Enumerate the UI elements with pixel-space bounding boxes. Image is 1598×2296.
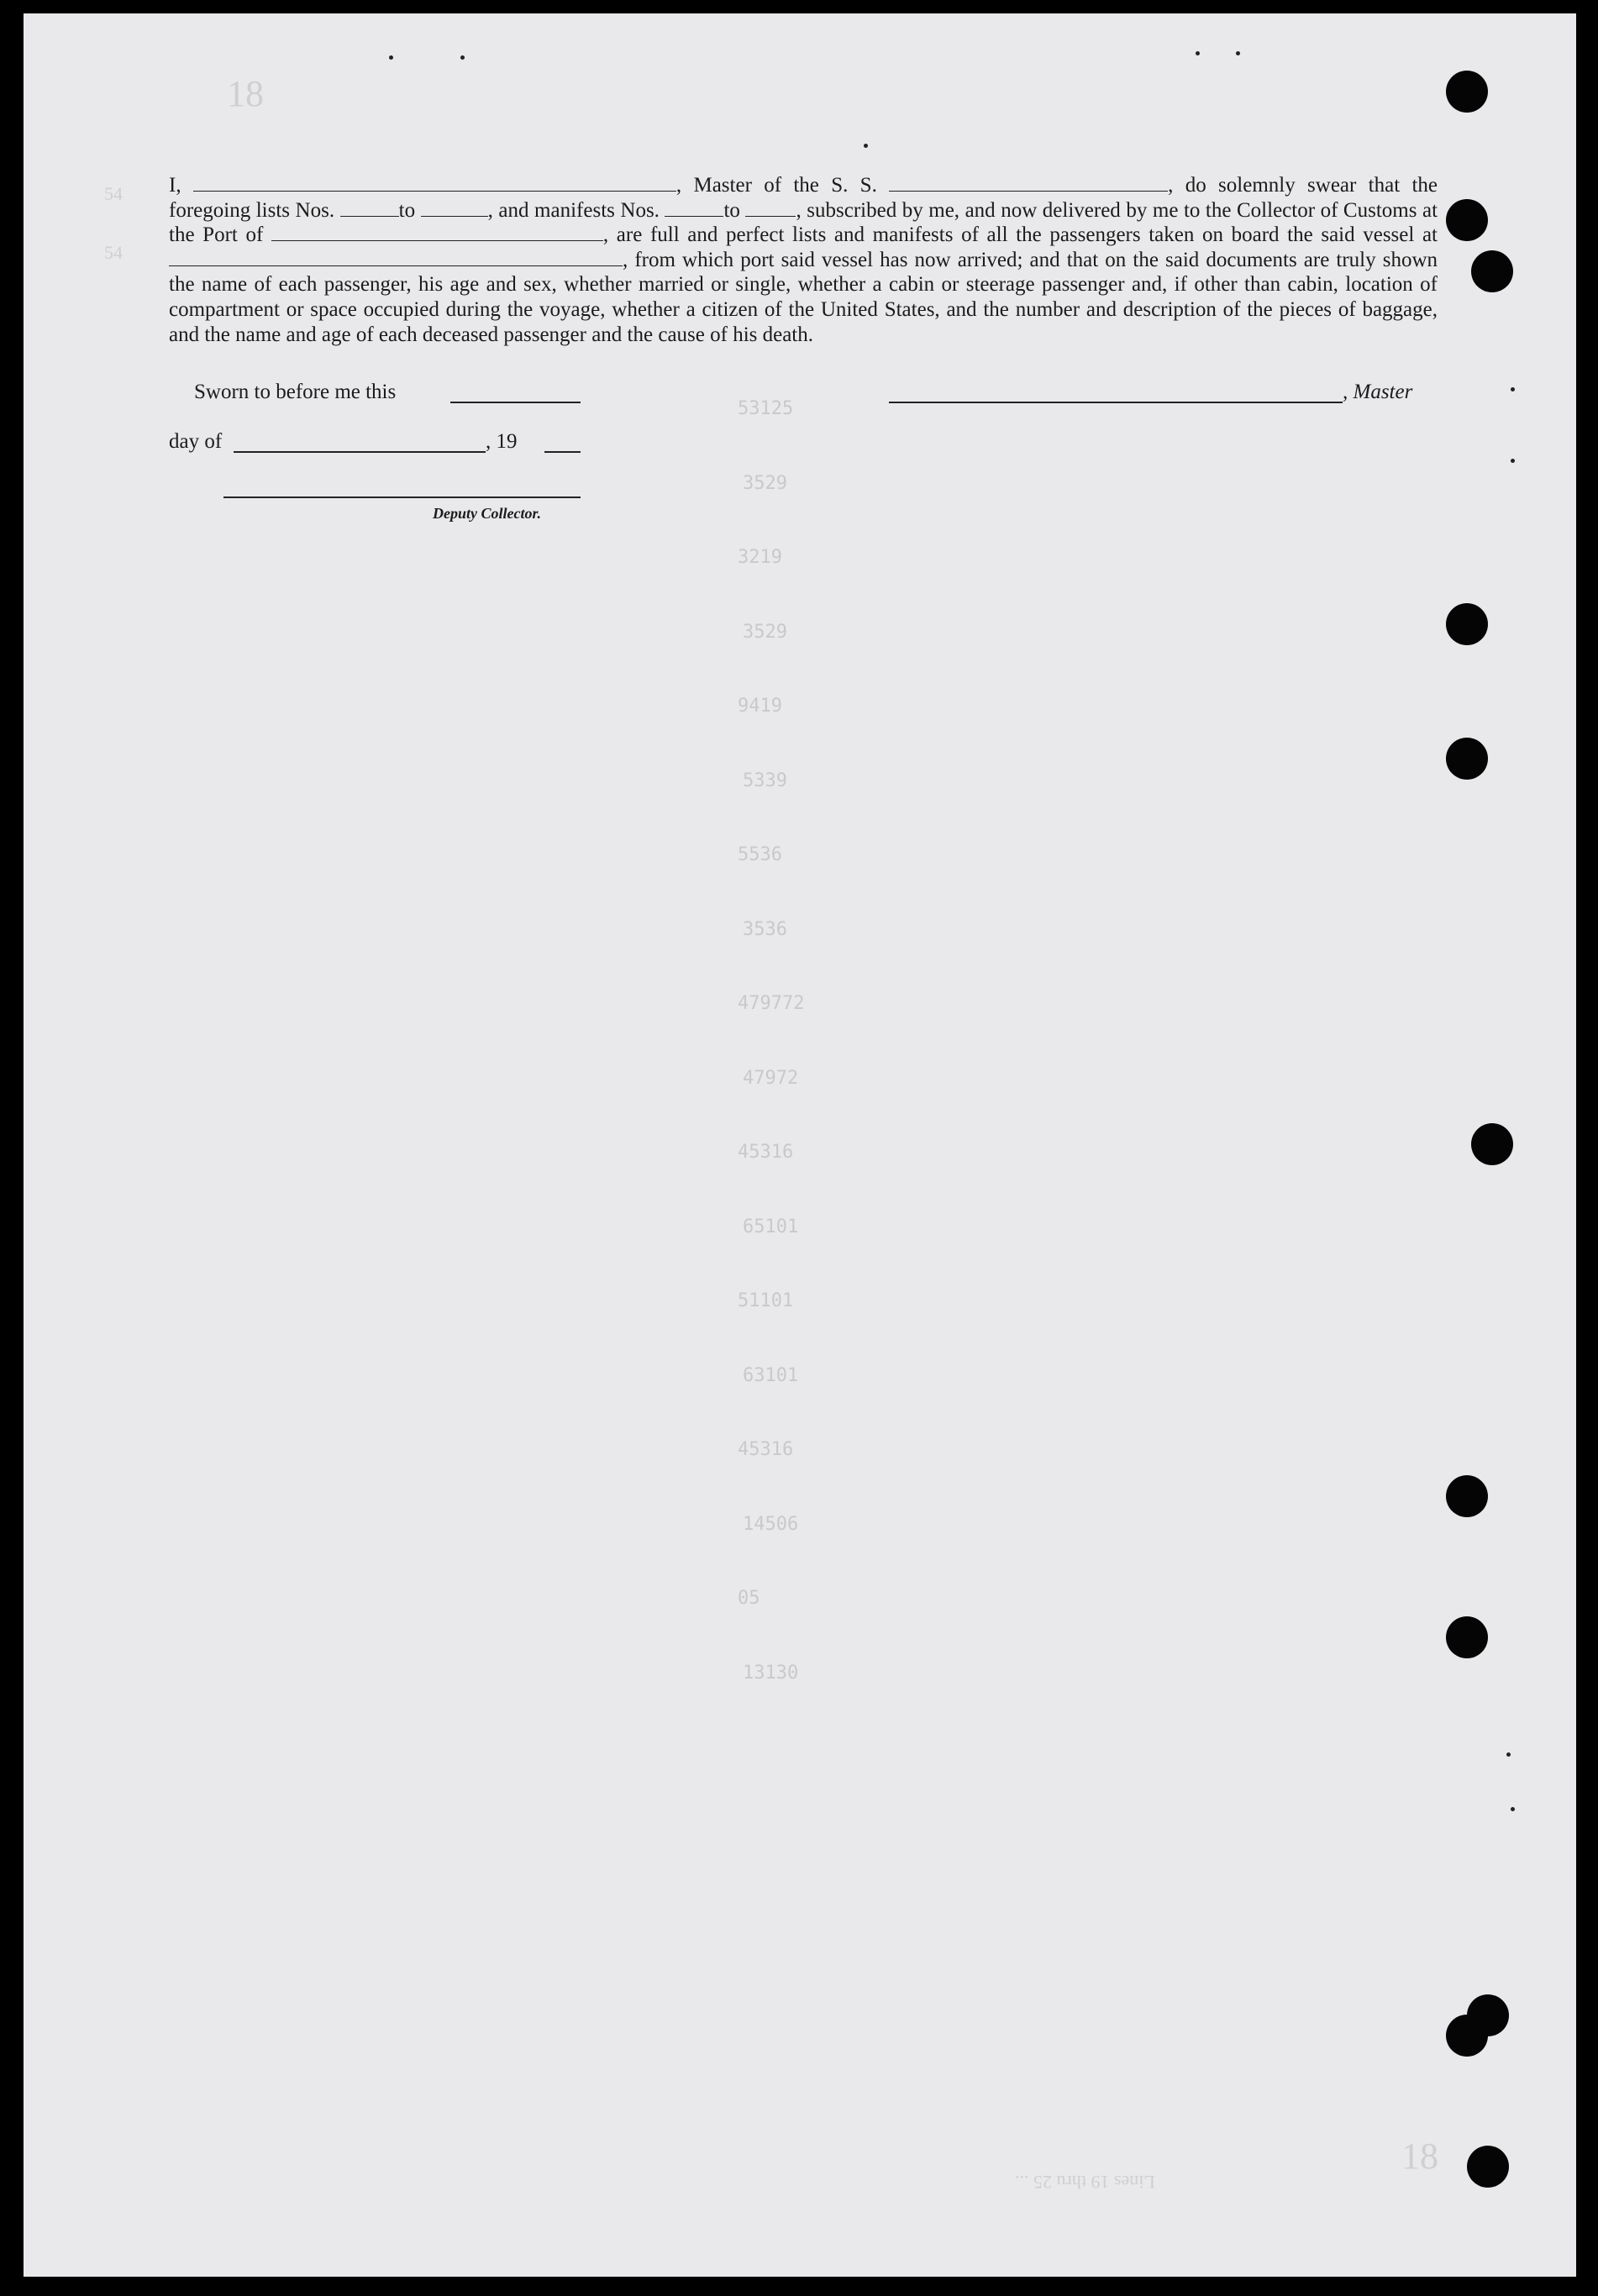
show-through-number: 3529 xyxy=(743,472,787,494)
ship-name-field[interactable] xyxy=(889,174,1168,192)
show-through-number: 45316 xyxy=(738,1439,794,1460)
oath-text-4: to xyxy=(398,198,416,222)
punch-hole xyxy=(1471,1123,1513,1165)
bottom-stamp: Lines 19 thru 25 ... xyxy=(1015,2172,1155,2193)
lists-to-field[interactable] xyxy=(421,199,488,217)
oath-text-2: , Master of the S. S. xyxy=(675,174,877,197)
sworn-date-field[interactable] xyxy=(450,402,581,403)
oath-paragraph xyxy=(169,173,1438,347)
show-through-number: 53125 xyxy=(738,398,794,419)
departure-port-field[interactable] xyxy=(169,249,623,266)
speck xyxy=(864,144,868,148)
punch-hole xyxy=(1467,2146,1509,2188)
speck xyxy=(1236,51,1240,55)
margin-number-2: 54 xyxy=(104,242,123,263)
show-through-number: 9419 xyxy=(738,696,782,717)
oath-text-9: , from which port said vessel has now arrived; and that on the said documents are truly shown the name of each passenger, his age and sex, whether married or single, whether a cabin or steerage passenger and, if other than cabin, location of compartment or space occupied during the voyage, whether a citizen of the United States, and the number and description of the pieces of baggage, and the name and age of each deceased passenger and the cause of his death. xyxy=(169,248,1438,346)
show-through-number: 5536 xyxy=(738,844,782,865)
port-field[interactable] xyxy=(271,223,603,241)
page-number-top: 18 xyxy=(227,73,264,114)
oath-text-6: to xyxy=(723,198,740,222)
speck xyxy=(460,55,465,60)
oath-text-3: , do solemnly swear that the foregoing lists Nos. xyxy=(169,174,1438,222)
speck xyxy=(1506,1752,1511,1757)
show-through-number: 5339 xyxy=(743,770,787,791)
page-number-bottom: 18 xyxy=(1401,2136,1438,2177)
punch-hole xyxy=(1446,71,1488,113)
show-through-number: 3529 xyxy=(743,621,787,643)
speck xyxy=(1511,459,1515,463)
speck xyxy=(1511,1807,1515,1811)
margin-number-1: 54 xyxy=(104,183,123,204)
punch-hole xyxy=(1446,603,1488,645)
speck xyxy=(389,55,393,60)
show-through-number: 45316 xyxy=(738,1142,794,1163)
show-through-number: 65101 xyxy=(743,1216,799,1237)
deputy-signature-line[interactable] xyxy=(223,497,581,498)
oath-text-8: , are full and perfect lists and manifests of all the passengers taken on board the said vessel at xyxy=(602,223,1438,247)
day-of-label: day of xyxy=(169,430,223,453)
manifests-from-field[interactable] xyxy=(665,199,723,217)
punch-hole xyxy=(1446,199,1488,241)
punch-hole xyxy=(1446,1475,1488,1517)
punch-hole xyxy=(1446,2015,1488,2057)
master-label: , Master xyxy=(1343,381,1413,403)
show-through-number: 51101 xyxy=(738,1290,794,1311)
show-through-number: 05 xyxy=(738,1588,760,1609)
year-field[interactable] xyxy=(544,451,581,453)
punch-hole xyxy=(1446,1616,1488,1658)
show-through-number: 3536 xyxy=(743,918,787,940)
sworn-label: Sworn to before me this xyxy=(194,381,397,403)
month-field[interactable] xyxy=(234,451,486,453)
master-name-field[interactable] xyxy=(193,174,676,192)
master-signature-line[interactable] xyxy=(889,402,1343,403)
show-through-number: 14506 xyxy=(743,1513,799,1535)
show-through-number: 3219 xyxy=(738,547,782,568)
manifests-to-field[interactable] xyxy=(745,199,796,217)
speck xyxy=(1511,387,1515,391)
lists-from-field[interactable] xyxy=(340,199,399,217)
oath-text-1: I, xyxy=(169,174,181,197)
punch-hole xyxy=(1446,738,1488,780)
oath-text-5: , and manifests Nos. xyxy=(487,198,660,222)
year-prefix-label: , 19 xyxy=(486,430,518,453)
show-through-number: 13130 xyxy=(743,1662,799,1684)
speck xyxy=(1196,51,1200,55)
show-through-number: 63101 xyxy=(743,1364,799,1386)
manifest-page xyxy=(24,13,1576,2277)
oath-text-7: , subscribed by me, and now delivered by me to the Collector of Customs at the Port of xyxy=(169,198,1438,247)
show-through-number: 479772 xyxy=(738,993,805,1014)
deputy-collector-label: Deputy Collector. xyxy=(433,505,541,522)
punch-hole xyxy=(1471,250,1513,292)
show-through-number: 47972 xyxy=(743,1067,799,1089)
